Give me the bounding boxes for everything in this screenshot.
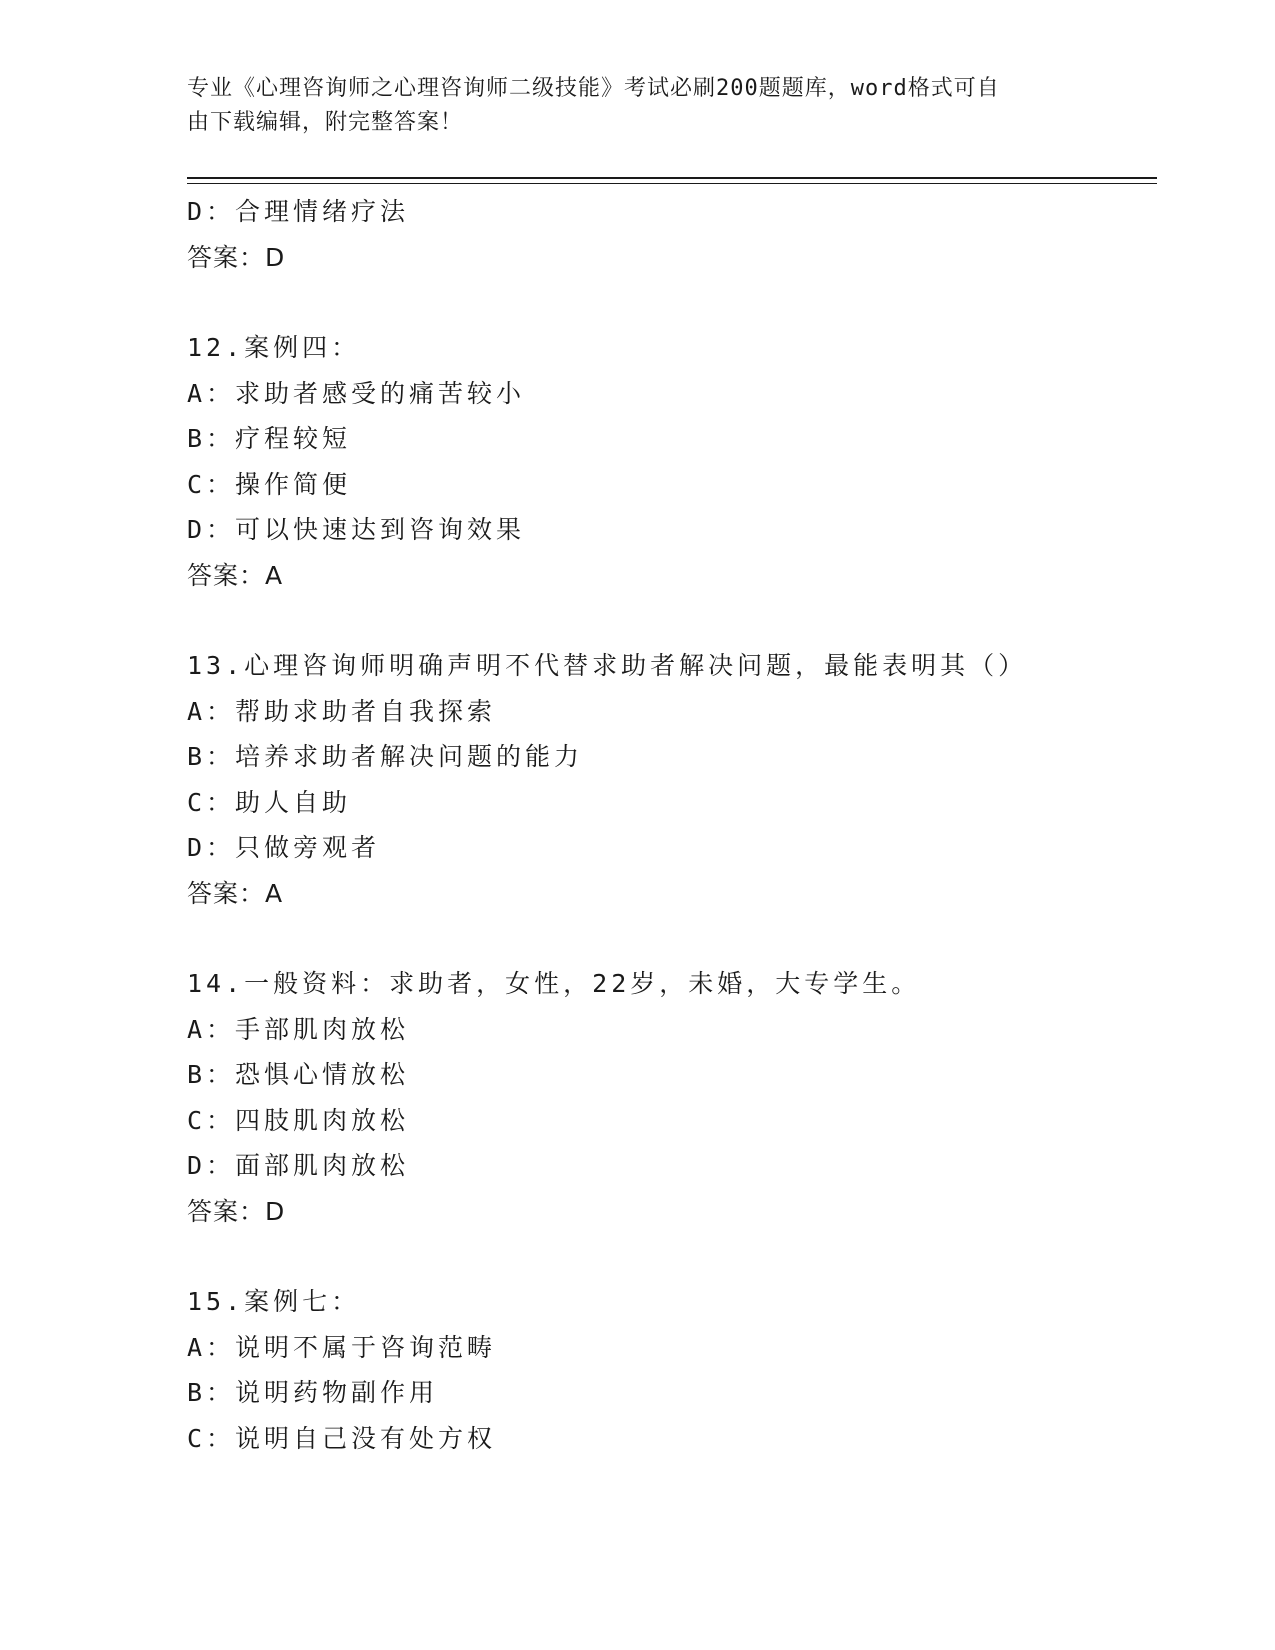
option-b: B：培养求助者解决问题的能力 (187, 742, 584, 771)
option-d: D：可以快速达到咨询效果 (187, 515, 526, 544)
header-line-2: 由下载编辑，附完整答案！ (187, 110, 464, 135)
prev-option-d: D：合理情绪疗法 (187, 197, 410, 226)
question-stem: 13.心理咨询师明确声明不代替求助者解决问题，最能表明其（） (187, 651, 1028, 680)
option-c: C：助人自助 (187, 787, 352, 817)
question-14 (187, 961, 1147, 1234)
option-c: C：操作简便 (187, 469, 352, 499)
option-a: A：手部肌肉放松 (187, 1014, 410, 1044)
answer: 答案：A (187, 560, 284, 590)
question-stem: 12.案例四： (187, 333, 361, 362)
question-12 (187, 325, 1147, 598)
option-d: D：面部肌肉放松 (187, 1151, 410, 1180)
answer: 答案：A (187, 878, 284, 908)
question-list (187, 189, 1147, 1461)
option-b: B：疗程较短 (187, 424, 352, 453)
option-a: A：求助者感受的痛苦较小 (187, 378, 526, 408)
option-b: B：说明药物副作用 (187, 1378, 439, 1407)
document-header (187, 72, 1067, 140)
header-divider-thin (187, 183, 1157, 184)
question-stem: 15.案例七： (187, 1287, 361, 1316)
prev-answer: 答案：D (187, 242, 286, 272)
option-c: C：说明自己没有处方权 (187, 1423, 497, 1453)
question-15 (187, 1279, 1147, 1461)
option-a: A：帮助求助者自我探索 (187, 696, 497, 726)
answer: 答案：D (187, 1196, 286, 1226)
question-stem: 14.一般资料：求助者，女性，22岁，未婚，大专学生。 (187, 969, 921, 998)
option-a: A：说明不属于咨询范畴 (187, 1332, 497, 1362)
option-c: C：四肢肌肉放松 (187, 1105, 410, 1135)
option-d: D：只做旁观者 (187, 833, 381, 862)
header-divider-thick (187, 177, 1157, 179)
question-13 (187, 643, 1147, 916)
header-line-1: 专业《心理咨询师之心理咨询师二级技能》考试必刷200题题库，word格式可自 (187, 76, 1000, 101)
option-b: B：恐惧心情放松 (187, 1060, 410, 1089)
